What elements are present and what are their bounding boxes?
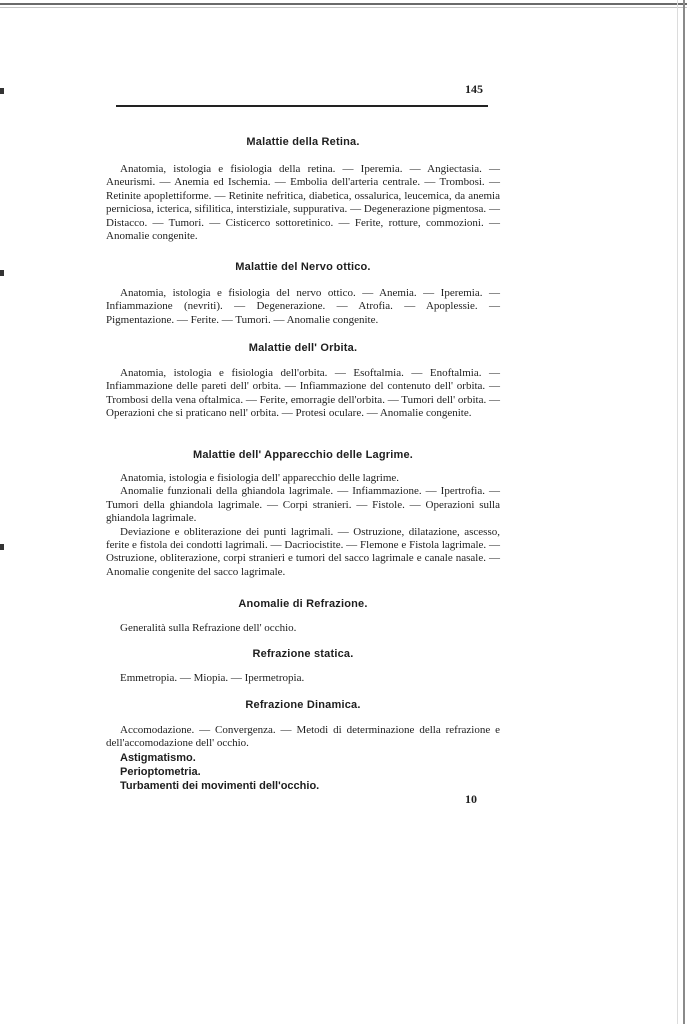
scan-top-border-faint: [0, 7, 687, 8]
section-text-refrazione-statica: [106, 672, 500, 685]
paragraph: Generalità sulla Refrazione dell' occhio.: [120, 622, 297, 634]
paragraph: Anomalie funzionali della ghiandola lagrimale. — Infiammazione. — Ipertrofia. — Tumori della ghiandola lagrimale. — Corpi stranieri. — Fistole. — Operazioni sulla ghiandola lagrimale.: [106, 485, 500, 525]
section-title-refrazione-statica: Refrazione statica.: [252, 648, 354, 660]
section-text-nervo-ottico: [106, 287, 500, 327]
scan-edge-mark: [0, 270, 4, 276]
section-text-apparecchio-lagrime: [106, 472, 500, 579]
scan-right-border-faint: [677, 0, 678, 1024]
topic-perioptometria: Perioptometria.: [120, 766, 201, 778]
section-title-orbita: Malattie dell' Orbita.: [248, 342, 358, 354]
paragraph: Anatomia, istologia e fisiologia dell' apparecchio delle lagrime.: [120, 472, 400, 484]
section-text-refrazione-dinamica: [106, 724, 500, 751]
paragraph: Deviazione e obliterazione dei punti lagrimali. — Ostruzione, dilatazione, ascesso, ferite e fistola dei condotti lagrimali. — Dacriocistite. — Flemone e Fistola lagrimale. — Ostruzione, obliterazione, corpi stranieri e tumori del sacco lagrimale e canale nasale. — Anomalie congenite del sacco lagrimale.: [106, 525, 500, 578]
scan-top-border: [0, 3, 687, 5]
signature-number: 10: [465, 792, 477, 806]
paragraph: Anatomia, istologia e fisiologia della retina. — Iperemia. — Angiectasia. — Aneurismi. — Anemia ed Ischemia. — Embolia dell'arteria centrale. — Trombosi. — Retinite apoplettiforme. — Retinite nefritica, diabetica, ossalurica, leucemica, da anemia perniciosa, icterica, sifilitica, interstiziale, suppurativa. — Degenerazione pigmentosa. — Distacco. — Tumori. — Cisticerco sottoretinico. — Ferite, rotture, commozioni. — Anomalie congenite.: [106, 163, 500, 243]
section-title-apparecchio-lagrime: Malattie dell' Apparecchio delle Lagrime.: [192, 449, 414, 461]
paragraph: Anatomia, istologia e fisiologia dell'orbita. — Esoftalmia. — Enoftalmia. — Infiammazione delle pareti dell' orbita. — Infiammazione del contenuto dell' orbita. — Trombosi della vena oftalmica. — Ferite, emorragie dell'orbita. — Tumori dell' orbita. — Operazioni che si praticano nell' orbita. — Protesi oculare. — Anomalie congenite.: [106, 367, 500, 420]
section-title-retina: Malattie della Retina.: [246, 136, 360, 148]
topic-turbamenti-movimenti: Turbamenti dei movimenti dell'occhio.: [120, 780, 320, 792]
paragraph: Anatomia, istologia e fisiologia del nervo ottico. — Anemia. — Iperemia. — Infiammazione (nevriti). — Degenerazione. — Atrofia. — Apoplessie. — Pigmentazione. — Ferite. — Tumori. — Anomalie congenite.: [106, 287, 500, 326]
section-text-orbita: [106, 367, 500, 421]
scan-right-border: [683, 0, 685, 1024]
paragraph: Accomodazione. — Convergenza. — Metodi di determinazione della refrazione e dell'accomodazione dell' occhio.: [106, 724, 500, 750]
header-rule: [116, 105, 488, 107]
section-title-refrazione-dinamica: Refrazione Dinamica.: [245, 699, 361, 711]
scan-edge-mark: [0, 88, 4, 94]
scan-edge-mark: [0, 544, 4, 550]
section-title-nervo-ottico: Malattie del Nervo ottico.: [235, 261, 371, 273]
section-text-retina: [106, 163, 500, 243]
topic-astigmatismo: Astigmatismo.: [120, 752, 196, 764]
paragraph: Emmetropia. — Miopia. — Ipermetropia.: [120, 672, 305, 684]
section-title-anomalie-refrazione: Anomalie di Refrazione.: [238, 598, 368, 610]
section-text-anomalie-refrazione: [106, 622, 500, 635]
page-number: 145: [465, 82, 483, 96]
